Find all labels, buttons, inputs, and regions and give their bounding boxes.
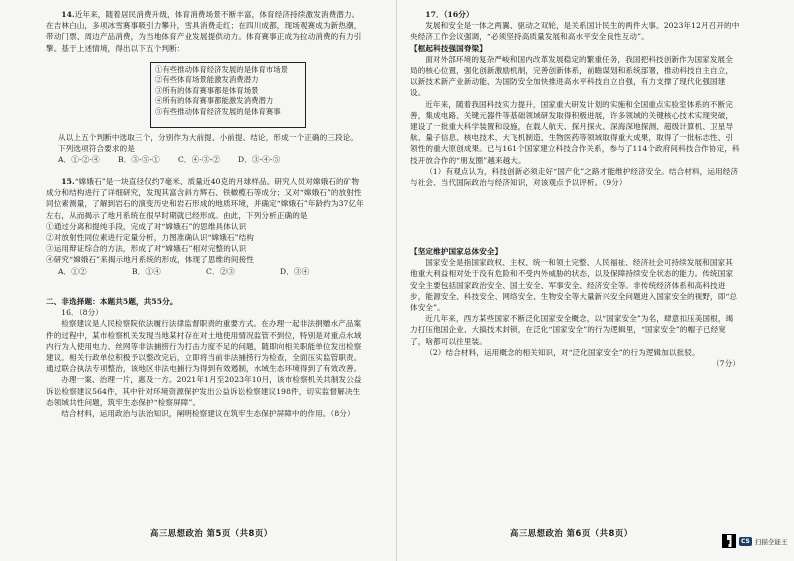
question-16-para: 检察建议是人民检察院依法履行法律监督职责的重要方式。在办理一起非法捐赠水产品案件的过程中，某市检察机关发现当地某村存在对土地使用情况监管不到位，特别是对重点水域内行为人使用电力、丝网等非法捕捞行为打击力度不足的问题，随即向相关职能单位发出检察建议。相关行政单位积极予以整改完后，立即将当前非法捕捞行为检查，全面压实监管职责。通过联合执法专项整治，该地区非法电捕行为得到有效遏制，水域生态环境得到了有效改善。 — [46, 319, 362, 374]
judgement-item: ③所有的体育赛事都是体育场景 — [155, 85, 259, 95]
choice-d[interactable]: D．③④ — [280, 266, 310, 276]
choice-b[interactable]: B．①④ — [132, 266, 161, 276]
subsection-para: 近年来，随着我国科技实力提升，国家重大研发计划的实施和全国重点实验室体系的不断完善，集成电路、关键元器件等基础领域研发取得积极进展，许多领域的关键核心技术实现突破，建设了一批重大科学装置和设施，在载人航天、探月探火、深海深地探测、超级计算机、卫星导航、量子信息、核电技术、大飞机制造、生物医药等领域取得重大成果，取得了一批标志性、引领性的重大原创成果。已与161个国家建立科技合作关系，参与了114个政府间科技合作协定，科技开放合作的“朋友圈”越来越大。 — [410, 99, 740, 165]
scanner-watermark — [722, 534, 787, 548]
subsection-title: 【坚定维护国家总体安全】 — [410, 247, 503, 256]
question-15-item: ②对放射性同位素进行定量分析，力图准确认识“嫦娥石”结构 — [46, 233, 254, 243]
choice-b[interactable]: B．③-⑤-① — [118, 155, 160, 165]
question-15-stem: “嫦娥石”是一块直径仅约7毫米、质量近40克的月球样品。研究人员对嫦娥石的矿物成分和结构进行了详细研究，发现其富含斜方辉石、铁橄榄石等成分；又对“嫦娥石”的放射性同位素测量，了解到岩石的演变历史和岩石形成的地质环境，并确定“嫦娥石”年龄约为37亿年左右，从而揭示了地月系统在很早时期就已经形成。由此，下列分析正确的是 — [46, 177, 364, 220]
question-17-part2-score: （7分） — [711, 359, 740, 369]
choice-c[interactable]: C．④-③-② — [178, 155, 221, 165]
choice-d[interactable]: D．③-④-⑤ — [238, 155, 281, 165]
question-17-intro: 发展和安全是一体之两翼、驱动之双轮，是关系国计民生的两件大事。2023年12月召开的中央经济工作会议强调，“必须坚持高质量发展和高水平安全良性互动”。 — [410, 21, 740, 42]
page-divider — [396, 0, 397, 561]
question-14-number: 14. — [61, 10, 75, 19]
question-16-number: 16．（8分） — [61, 308, 103, 318]
question-17-part2: （2）结合材料，运用概念的相关知识，对“泛化国家安全”的行为逻辑加以批驳。 — [425, 347, 700, 357]
question-17-part1: （1）有观点认为，科技创新必须走好“国产化”之路才能维护经济安全。结合材料，运用经济与社会、当代国际政治与经济知识，对该观点予以评析。（9分） — [410, 166, 739, 188]
judgement-item: ①有些推动体育经济发展的是体育市场景 — [155, 65, 289, 74]
question-15-number: 15. — [61, 177, 75, 186]
question-16-para: 办理一案、治理一片，惠及一方。2021年1月至2023年10月，该市检察机关共制发公益诉讼检察建议564件，其中针对环境资源保护发出公益诉讼检察建议198件，切实监督解决生态领域共性问题，筑牢生态保护“检察屏障”。 — [46, 375, 362, 407]
subsection-para: 国家安全是指国家政权、主权、统一和领土完整、人民福祉、经济社会可持续发展和国家其他重大利益相对处于没有危险和不受内外威胁的状态，以及保障持续安全状态的能力。传统国家安全主要包括国家政治安全、国土安全、军事安全、经济安全等。非传统经济体系和高科技进步，能源安全、科技安全、网络安全、生物安全等大量新兴安全问题进入国家安全的视野，即“总体安全”。 — [410, 258, 738, 313]
cs-logo-icon: CS — [741, 537, 750, 545]
judgement-item: ④所有的体育赛事都能激发消费潜力 — [155, 96, 274, 106]
question-15 — [46, 176, 364, 277]
question-17-section2 — [410, 246, 740, 369]
question-14-stem2: 从以上五个判断中选取三个，分别作为大前提、小前提、结论，形成一个正确的三段论。下列选项符合要求的是 — [58, 133, 359, 154]
judgement-item: ⑤有些推动体育经济发展的是体育赛事 — [155, 106, 281, 116]
question-15-choices — [46, 266, 364, 277]
question-16-prompt: 结合材料，运用政治与法治知识，阐明检察建议在筑牢生态保护屏障中的作用。（8分） — [61, 409, 355, 419]
subsection-para: 面对外部环境的复杂严峻和国内改革发展稳定的繁重任务，我国把科技创新作为国家发展全局的核心位置，强化创新激励机制，完善创新体系，前瞻谋划和系统部署，推动科技自主自立，以新技术新产业新动能、为国防安全加快推进高水平科技自立自强，有力支撑了现代化强国建设。 — [410, 54, 734, 98]
judgement-box — [150, 62, 306, 128]
question-14 — [46, 9, 364, 54]
question-14-choices — [58, 154, 364, 165]
subsection-title: 【框起科技强国脊梁】 — [410, 43, 487, 53]
section-title: 二、非选择题：本题共5题，共55分。 — [46, 297, 178, 306]
choice-a[interactable]: A．①-②-④ — [58, 155, 100, 165]
scanner-label: 扫描全能王 — [754, 537, 788, 546]
subsection-para: 近几年来，西方某些国家不断泛化国家安全概念，以“国家安全”为名，肆意扣压美国根，竭力打压他国企业、大搞技术封锁，在泛化“国家安全”的行为逻辑里，“国家安全”的帽子已经宽了，啥都可以往里装。 — [410, 314, 734, 346]
qr-code-icon — [722, 534, 736, 548]
judgement-item: ②有些体育场景能激发消费潜力 — [155, 75, 259, 85]
question-15-item: ④研究“嫦娥石”来揭示地月系统的形成，体现了思维的间接性 — [46, 255, 254, 265]
question-17 — [410, 9, 740, 188]
page-footer-right: 高三思想政治 第6页（共8页） — [510, 528, 633, 538]
page-footer-left: 高三思想政治 第5页（共8页） — [150, 528, 273, 538]
choice-a[interactable]: A．①② — [58, 266, 87, 276]
question-14-stem: 近年来，随着居民消费升级，体育消费场景不断丰富，体育经济持续激发消费潜力。在吉林白山，多项冰雪赛事吸引力攀升，雪具消费走红；在四川成都，现场观赛成为新热潮，带动门票、周边产品消费，为当地体育产业发展提供动力。体育赛事正成为拉动消费的有力引擎。基于上述情境，得出以下五个判断： — [46, 10, 362, 53]
question-14-part2 — [58, 132, 364, 166]
question-16-block — [46, 296, 364, 419]
question-15-item: ①通过分离和提纯手段，完成了对“嫦娥石”的思维具体认识 — [46, 221, 247, 231]
question-17-number: 17．（16分） — [425, 10, 474, 19]
choice-c[interactable]: C．②③ — [206, 266, 235, 276]
question-15-item: ③运用辩证综合的方法，形成了对“嫦娥石”相对完整的认识 — [46, 244, 247, 254]
